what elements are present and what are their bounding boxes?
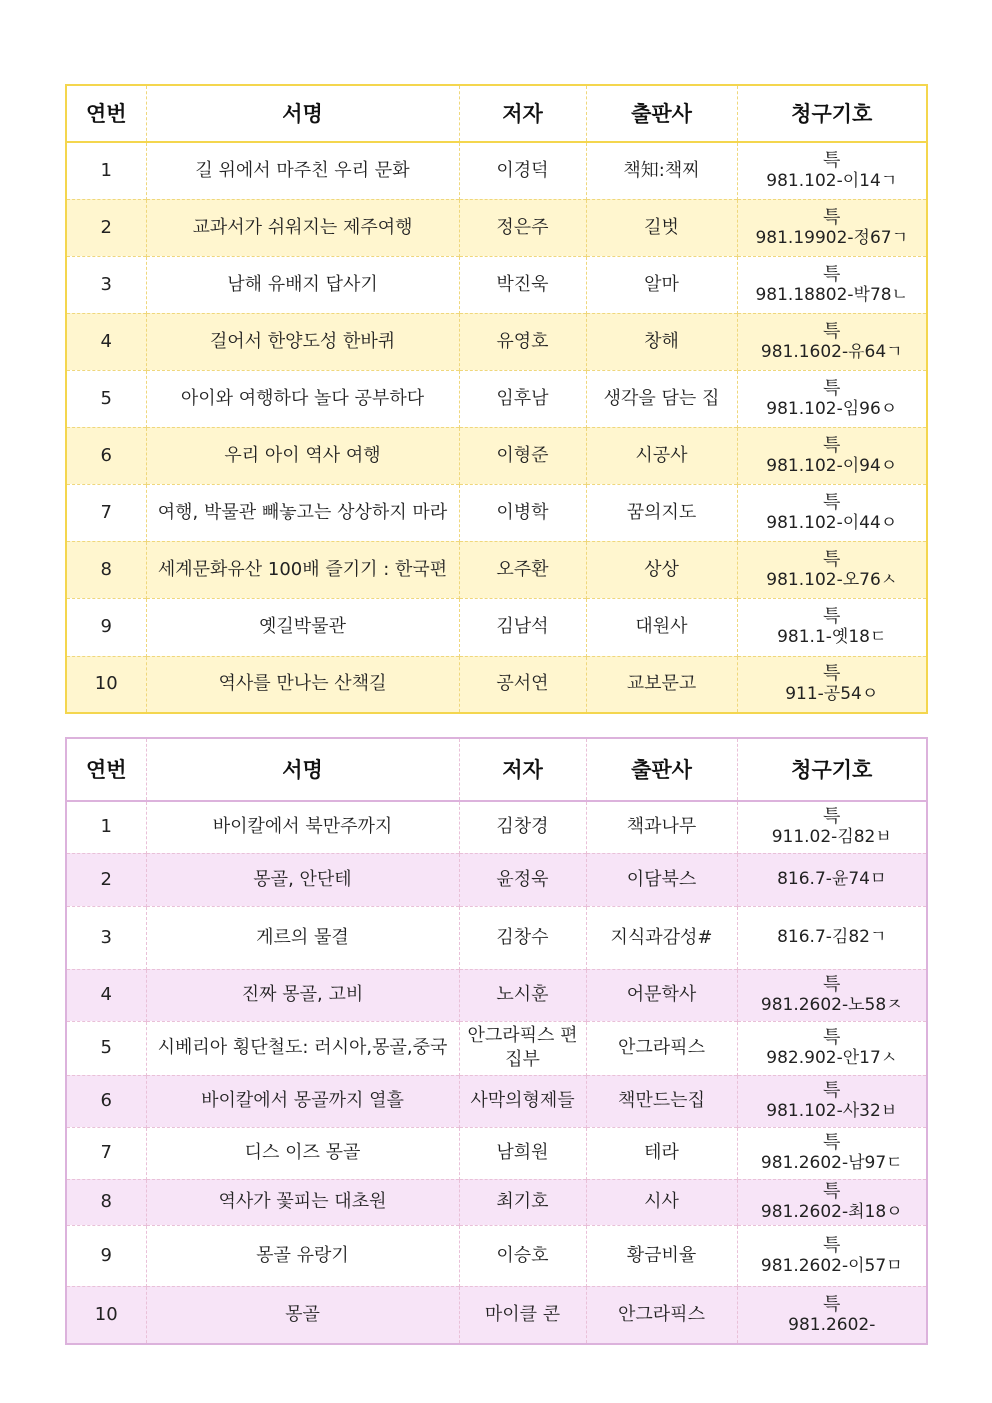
call-number-code: 981.19902-정67ㄱ bbox=[755, 227, 909, 248]
header-author: 저자 bbox=[459, 738, 586, 801]
cell-number: 6 bbox=[66, 1075, 146, 1127]
cell-call-number bbox=[737, 313, 927, 370]
table-row bbox=[66, 656, 927, 713]
table-row bbox=[66, 256, 927, 313]
cell-author: 이병학 bbox=[459, 484, 586, 541]
cell-call-number bbox=[737, 142, 927, 199]
cell-author: 김창수 bbox=[459, 906, 586, 969]
table-row bbox=[66, 427, 927, 484]
cell-title: 몽골 bbox=[146, 1286, 459, 1344]
cell-title: 디스 이즈 몽골 bbox=[146, 1127, 459, 1179]
cell-call-number bbox=[737, 598, 927, 656]
cell-author: 이경덕 bbox=[459, 142, 586, 199]
cell-author: 오주환 bbox=[459, 541, 586, 598]
cell-author: 김남석 bbox=[459, 598, 586, 656]
cell-publisher: 상상 bbox=[586, 541, 737, 598]
call-number-prefix: 특 bbox=[823, 1080, 841, 1101]
table-body bbox=[66, 142, 927, 713]
cell-title: 옛길박물관 bbox=[146, 598, 459, 656]
call-number-code: 981.102-이44ㅇ bbox=[766, 512, 898, 533]
cell-publisher: 책知:책찌 bbox=[586, 142, 737, 199]
cell-publisher: 테라 bbox=[586, 1127, 737, 1179]
call-number-prefix: 특 bbox=[823, 1181, 841, 1202]
call-number-code: 816.7-김82ㄱ bbox=[777, 927, 887, 947]
cell-author: 이형준 bbox=[459, 427, 586, 484]
cell-author: 유영호 bbox=[459, 313, 586, 370]
cell-author: 김창경 bbox=[459, 801, 586, 853]
call-number-code: 981.1-옛18ㄷ bbox=[777, 627, 887, 647]
header-author: 저자 bbox=[459, 85, 586, 142]
cell-call-number bbox=[737, 256, 927, 313]
call-number-prefix: 특 bbox=[823, 548, 841, 570]
header-title: 서명 bbox=[146, 85, 459, 142]
cell-author: 안그라픽스 편집부 bbox=[459, 1021, 586, 1075]
cell-call-number bbox=[737, 1225, 927, 1286]
cell-number: 7 bbox=[66, 484, 146, 541]
cell-title: 세계문화유산 100배 즐기기 : 한국편 bbox=[146, 541, 459, 598]
call-number-prefix: 특 bbox=[823, 1132, 841, 1153]
cell-call-number bbox=[737, 541, 927, 598]
cell-call-number bbox=[737, 199, 927, 256]
cell-call-number bbox=[737, 427, 927, 484]
cell-publisher: 시공사 bbox=[586, 427, 737, 484]
cell-number: 7 bbox=[66, 1127, 146, 1179]
cell-title: 바이칼에서 몽골까지 열흘 bbox=[146, 1075, 459, 1127]
cell-author: 윤정욱 bbox=[459, 853, 586, 906]
cell-call-number bbox=[737, 1021, 927, 1075]
cell-publisher: 안그라픽스 bbox=[586, 1286, 737, 1344]
call-number-prefix: 특 bbox=[823, 1293, 841, 1315]
cell-number: 10 bbox=[66, 1286, 146, 1344]
header-publisher: 출판사 bbox=[586, 738, 737, 801]
cell-publisher: 이담북스 bbox=[586, 853, 737, 906]
cell-number: 4 bbox=[66, 969, 146, 1021]
cell-title: 아이와 여행하다 놀다 공부하다 bbox=[146, 370, 459, 427]
call-number-code: 981.2602-노58ㅈ bbox=[760, 995, 903, 1015]
cell-number: 8 bbox=[66, 1179, 146, 1225]
cell-number: 1 bbox=[66, 142, 146, 199]
table-row bbox=[66, 1286, 927, 1344]
cell-call-number bbox=[737, 1179, 927, 1225]
cell-publisher: 교보문고 bbox=[586, 656, 737, 713]
call-number-code: 981.1602-유64ㄱ bbox=[760, 341, 903, 362]
cell-call-number bbox=[737, 906, 927, 969]
table-row bbox=[66, 1021, 927, 1075]
cell-number: 8 bbox=[66, 541, 146, 598]
cell-author: 사막의형제들 bbox=[459, 1075, 586, 1127]
cell-number: 9 bbox=[66, 598, 146, 656]
table-row bbox=[66, 541, 927, 598]
cell-author: 임후남 bbox=[459, 370, 586, 427]
cell-title: 몽골, 안단테 bbox=[146, 853, 459, 906]
cell-number: 4 bbox=[66, 313, 146, 370]
header-number: 연번 bbox=[66, 85, 146, 142]
call-number-prefix: 특 bbox=[823, 606, 841, 627]
table-row bbox=[66, 1075, 927, 1127]
call-number-code: 981.102-사32ㅂ bbox=[766, 1101, 898, 1121]
cell-publisher: 길벗 bbox=[586, 199, 737, 256]
call-number-prefix: 특 bbox=[823, 491, 841, 513]
cell-call-number bbox=[737, 484, 927, 541]
cell-publisher: 시사 bbox=[586, 1179, 737, 1225]
cell-publisher: 지식과감성# bbox=[586, 906, 737, 969]
call-number-code: 981.18802-박78ㄴ bbox=[755, 284, 909, 305]
call-number-prefix: 특 bbox=[823, 1234, 841, 1256]
cell-title: 우리 아이 역사 여행 bbox=[146, 427, 459, 484]
cell-title: 여행, 박물관 빼놓고는 상상하지 마라 bbox=[146, 484, 459, 541]
cell-number: 1 bbox=[66, 801, 146, 853]
cell-title: 바이칼에서 북만주까지 bbox=[146, 801, 459, 853]
cell-title: 시베리아 횡단철도: 러시아,몽골,중국 bbox=[146, 1021, 459, 1075]
cell-number: 9 bbox=[66, 1225, 146, 1286]
call-number-prefix: 특 bbox=[823, 263, 841, 285]
table-header-row bbox=[66, 85, 927, 142]
table-row bbox=[66, 142, 927, 199]
cell-title: 교과서가 쉬워지는 제주여행 bbox=[146, 199, 459, 256]
cell-title: 남해 유배지 답사기 bbox=[146, 256, 459, 313]
call-number-prefix: 특 bbox=[823, 206, 841, 228]
call-number-prefix: 특 bbox=[823, 320, 841, 342]
cell-title: 길 위에서 마주친 우리 문화 bbox=[146, 142, 459, 199]
cell-number: 10 bbox=[66, 656, 146, 713]
cell-call-number bbox=[737, 370, 927, 427]
cell-call-number bbox=[737, 1286, 927, 1344]
table-row bbox=[66, 313, 927, 370]
header-number: 연번 bbox=[66, 738, 146, 801]
cell-author: 정은주 bbox=[459, 199, 586, 256]
cell-number: 5 bbox=[66, 1021, 146, 1075]
cell-call-number bbox=[737, 969, 927, 1021]
call-number-prefix: 특 bbox=[823, 1027, 841, 1048]
cell-title: 역사가 꽃피는 대초원 bbox=[146, 1179, 459, 1225]
table-row bbox=[66, 370, 927, 427]
call-number-code: 981.102-임96ㅇ bbox=[766, 398, 898, 419]
table-row bbox=[66, 906, 927, 969]
header-publisher: 출판사 bbox=[586, 85, 737, 142]
call-number-prefix: 특 bbox=[823, 434, 841, 456]
cell-number: 2 bbox=[66, 853, 146, 906]
cell-number: 6 bbox=[66, 427, 146, 484]
cell-title: 게르의 물결 bbox=[146, 906, 459, 969]
call-number-prefix: 특 bbox=[823, 149, 841, 171]
header-call-number: 청구기호 bbox=[737, 738, 927, 801]
cell-number: 5 bbox=[66, 370, 146, 427]
table-row bbox=[66, 1127, 927, 1179]
call-number-prefix: 특 bbox=[823, 974, 841, 995]
cell-call-number bbox=[737, 1127, 927, 1179]
table-row bbox=[66, 801, 927, 853]
call-number-code: 911.02-김82ㅂ bbox=[771, 827, 892, 848]
cell-publisher: 알마 bbox=[586, 256, 737, 313]
cell-author: 마이클 콘 bbox=[459, 1286, 586, 1344]
cell-publisher: 책과나무 bbox=[586, 801, 737, 853]
cell-publisher: 안그라픽스 bbox=[586, 1021, 737, 1075]
cell-title: 역사를 만나는 산책길 bbox=[146, 656, 459, 713]
table-header-row bbox=[66, 738, 927, 801]
table-row bbox=[66, 199, 927, 256]
call-number-code: 981.2602-최18ㅇ bbox=[760, 1202, 903, 1222]
cell-author: 남희원 bbox=[459, 1127, 586, 1179]
cell-publisher: 황금비율 bbox=[586, 1225, 737, 1286]
call-number-code: 981.102-이94ㅇ bbox=[766, 455, 898, 476]
cell-number: 3 bbox=[66, 256, 146, 313]
cell-publisher: 책만드는집 bbox=[586, 1075, 737, 1127]
cell-publisher: 대원사 bbox=[586, 598, 737, 656]
cell-author: 이승호 bbox=[459, 1225, 586, 1286]
cell-title: 몽골 유랑기 bbox=[146, 1225, 459, 1286]
cell-number: 3 bbox=[66, 906, 146, 969]
call-number-code: 982.902-안17ㅅ bbox=[766, 1048, 898, 1068]
table-row bbox=[66, 598, 927, 656]
call-number-prefix: 특 bbox=[823, 377, 841, 399]
table-row bbox=[66, 1225, 927, 1286]
call-number-code: 981.2602-이57ㅁ bbox=[760, 1255, 903, 1276]
cell-publisher: 어문학사 bbox=[586, 969, 737, 1021]
book-table-2 bbox=[65, 737, 928, 1345]
table-row bbox=[66, 1179, 927, 1225]
cell-author: 박진욱 bbox=[459, 256, 586, 313]
book-table-1 bbox=[65, 84, 928, 714]
cell-author: 노시훈 bbox=[459, 969, 586, 1021]
cell-title: 걸어서 한양도성 한바퀴 bbox=[146, 313, 459, 370]
cell-call-number bbox=[737, 801, 927, 853]
call-number-code: 911-공54ㅇ bbox=[785, 684, 879, 705]
header-call-number: 청구기호 bbox=[737, 85, 927, 142]
cell-publisher: 창해 bbox=[586, 313, 737, 370]
call-number-prefix: 특 bbox=[823, 806, 841, 828]
table-row bbox=[66, 853, 927, 906]
cell-call-number bbox=[737, 656, 927, 713]
call-number-code: 981.2602- bbox=[788, 1314, 876, 1335]
call-number-code: 981.102-이14ㄱ bbox=[766, 170, 898, 191]
cell-call-number bbox=[737, 853, 927, 906]
table-row bbox=[66, 484, 927, 541]
cell-title: 진짜 몽골, 고비 bbox=[146, 969, 459, 1021]
call-number-code: 981.102-오76ㅅ bbox=[766, 569, 898, 590]
table-row bbox=[66, 969, 927, 1021]
call-number-code: 816.7-윤74ㅁ bbox=[777, 869, 887, 889]
cell-author: 최기호 bbox=[459, 1179, 586, 1225]
call-number-prefix: 특 bbox=[823, 663, 841, 685]
cell-publisher: 생각을 담는 집 bbox=[586, 370, 737, 427]
header-title: 서명 bbox=[146, 738, 459, 801]
cell-number: 2 bbox=[66, 199, 146, 256]
cell-call-number bbox=[737, 1075, 927, 1127]
cell-author: 공서연 bbox=[459, 656, 586, 713]
call-number-code: 981.2602-남97ㄷ bbox=[760, 1153, 903, 1173]
cell-publisher: 꿈의지도 bbox=[586, 484, 737, 541]
table-body bbox=[66, 801, 927, 1344]
